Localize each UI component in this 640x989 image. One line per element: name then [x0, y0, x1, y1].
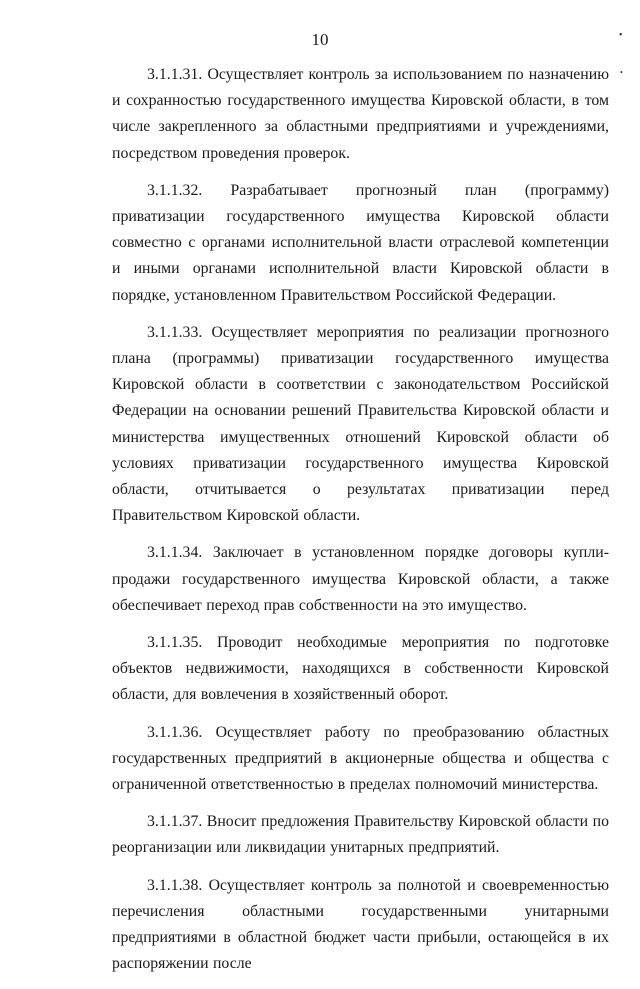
paragraph-3-1-1-37: 3.1.1.37. Вносит предложения Правительству Кировской области по реорганизации или ликвидации унитарных предприятий.: [112, 813, 609, 857]
paragraph-3-1-1-36: 3.1.1.36. Осуществляет работу по преобразованию областных государственных предприятий в акционерные общества и общества с ограниченной ответственностью в пределах полномочий министерства.: [112, 723, 609, 794]
page-number: 10: [311, 30, 329, 49]
scan-speck: •: [619, 30, 623, 41]
paragraph-3-1-1-35: 3.1.1.35. Проводит необходимые мероприятия по подготовке объектов недвижимости, находящихся в собственности Кировской области, для вовлечения в хозяйственный оборот.: [112, 634, 609, 704]
paragraph-3-1-1-34: 3.1.1.34. Заключает в установленном порядке договоры купли-продажи государственного имущества Кировской области, а также обеспечивает переход прав собственности на это имущество.: [112, 544, 609, 614]
scan-speck: •: [620, 68, 623, 77]
paragraph-3-1-1-33: 3.1.1.33. Осуществляет мероприятия по реализации прогнозного плана (программы) приватизации государственного имущества Кировской области в соответствии с законодательством Российской Федерации на основании решений Правительства Кировской области и министерства имущественных отношений Кировской области об условиях приватизации государственного имущества Кировской области, отчитывается о результатах приватизации перед Правительством Кировской области.: [112, 323, 609, 525]
paragraph-3-1-1-32: 3.1.1.32. Разрабатывает прогнозный план (программу) приватизации государственного имущества Кировской области совместно с органами исполнительной власти отраслевой компетенции и иными органами исполнительной власти Кировской области в порядке, установленном Правительством Российской Федерации.: [112, 181, 609, 304]
paragraph-3-1-1-31: 3.1.1.31. Осуществляет контроль за использованием по назначению и сохранностью государственного имущества Кировской области, в том числе закрепленного за областными предприятиями и учреждениями, посредством проведения проверок.: [112, 66, 609, 162]
document-body: [112, 62, 609, 989]
paragraph-3-1-1-38: 3.1.1.38. Осуществляет контроль за полнотой и своевременностью перечисления областными государственными унитарными предприятиями в областной бюджет части прибыли, остающейся в их распоряжении после: [112, 876, 609, 973]
